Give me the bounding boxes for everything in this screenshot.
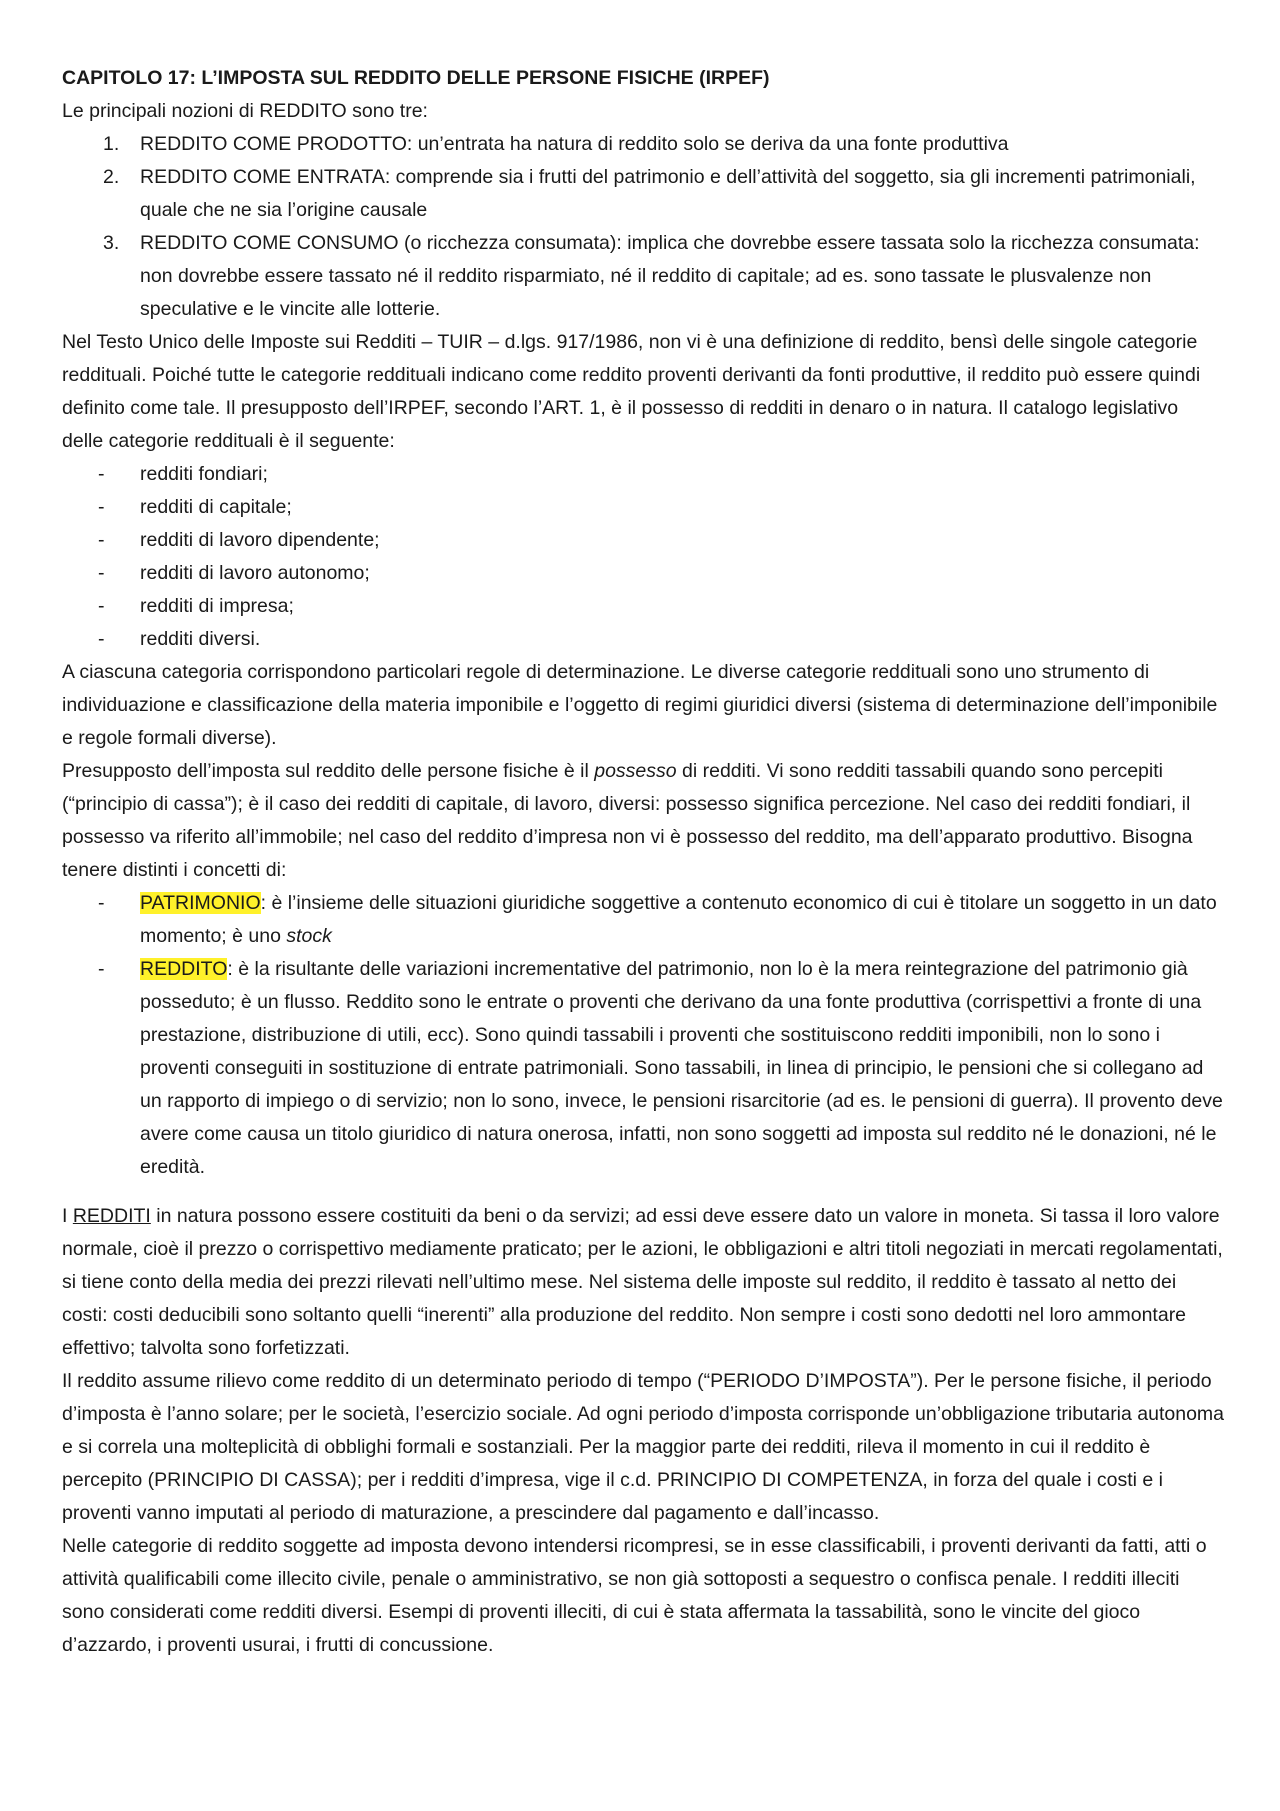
paragraph-gap xyxy=(62,1184,1224,1200)
notion-item xyxy=(62,128,1224,161)
notion-item xyxy=(62,227,1224,326)
presupposto-text-start: Presupposto dell’imposta sul reddito delle persone fisiche è il xyxy=(62,760,595,782)
category-item xyxy=(62,623,1224,656)
presupposto-paragraph xyxy=(62,755,1224,887)
notion-text: REDDITO COME CONSUMO (o ricchezza consumata): implica che dovrebbe essere tassata solo la ricchezza consumata: non dovrebbe essere tassato né il reddito risparmiato, né il reddito di capitale; ad es. sono tassate le plusvalenze non speculative e le vincite alle lotterie. xyxy=(140,232,1200,320)
natura-text-start: I xyxy=(62,1205,73,1227)
reddito-highlight: REDDITO xyxy=(140,958,228,980)
illeciti-paragraph: Nelle categorie di reddito soggette ad imposta devono intendersi ricompresi, se in esse classificabili, i proventi derivanti da fatti, atti o attività qualificabili come illecito civile, penale o amministrativo, se non già sottoposti a sequestro o confisca penale. I redditi illeciti sono considerati come redditi diversi. Esempi di proventi illeciti, di cui è stata affermata la tassabilità, sono le vincite del gioco d’azzardo, i proventi usurai, i frutti di concussione. xyxy=(62,1535,1207,1656)
category-text: redditi fondiari; xyxy=(140,463,268,485)
category-text: redditi di capitale; xyxy=(140,496,292,518)
notion-item xyxy=(62,161,1224,227)
category-text: redditi diversi. xyxy=(140,628,261,650)
categories-list xyxy=(62,458,1224,656)
list-dash: - xyxy=(98,958,105,980)
concept-reddito xyxy=(62,953,1224,1184)
concept-patrimonio xyxy=(62,887,1224,953)
category-text: redditi di lavoro dipendente; xyxy=(140,529,380,551)
possesso-italic: possesso xyxy=(594,760,677,782)
notions-list xyxy=(62,128,1224,326)
presupposto-text-end: di redditi. Vi sono redditi tassabili quando sono percepiti (“principio di cassa”); è il caso dei redditi di capitale, di lavoro, diversi: possesso significa percezione. Nel caso dei redditi fondiari, il possesso va riferito all’immobile; nel caso del reddito d’impresa non vi è possesso del reddito, ma dell’apparato produttivo. Bisogna tenere distinti i concetti di: xyxy=(62,760,1193,881)
category-item xyxy=(62,590,1224,623)
category-item xyxy=(62,491,1224,524)
list-dash: - xyxy=(98,463,105,485)
list-dash: - xyxy=(98,496,105,518)
notion-text: REDDITO COME ENTRATA: comprende sia i frutti del patrimonio e dell’attività del soggetto, sia gli incrementi patrimoniali, quale che ne sia l’origine causale xyxy=(140,166,1196,221)
notion-text: REDDITO COME PRODOTTO: un’entrata ha natura di reddito solo se deriva da una fonte produttiva xyxy=(140,133,1009,155)
stock-italic: stock xyxy=(286,925,332,947)
category-text: redditi di lavoro autonomo; xyxy=(140,562,370,584)
chapter-title: CAPITOLO 17: L’IMPOSTA SUL REDDITO DELLE PERSONE FISICHE (IRPEF) xyxy=(62,67,770,89)
list-dash: - xyxy=(98,595,105,617)
patrimonio-text: : è l’insieme delle situazioni giuridiche soggettive a contenuto economico di cui è titolare un soggetto in un dato momento; è uno xyxy=(140,892,1217,947)
category-item xyxy=(62,557,1224,590)
category-item xyxy=(62,458,1224,491)
natura-text-end: in natura possono essere costituiti da beni o da servizi; ad essi deve essere dato un valore in moneta. Si tassa il loro valore normale, cioè il prezzo o corrispettivo mediamente praticato; per le azioni, le obbligazioni e altri titoli negoziati in mercati regolamentati, si tiene conto della media dei prezzi rilevati nell’ultimo mese. Nel sistema delle imposte sul reddito, il reddito è tassato al netto dei costi: costi deducibili sono soltanto quelli “inerenti” alla produzione del reddito. Non sempre i costi sono dedotti nel loro ammontare effettivo; talvolta sono forfetizzati. xyxy=(62,1205,1223,1359)
reddito-text: : è la risultante delle variazioni incrementative del patrimonio, non lo è la mera reintegrazione del patrimonio già posseduto; è un flusso. Reddito sono le entrate o proventi che derivano da una fonte produttiva (corrispettivi a fronte di una prestazione, distribuzione di utili, ecc). Sono quindi tassabili i proventi che sostituiscono redditi imponibili, non lo sono i proventi conseguiti in sostituzione di entrate patrimoniali. Sono tassabili, in linea di principio, le pensioni che si collegano ad un rapporto di impiego o di servizio; non lo sono, invece, le pensioni risarcitorie (ad es. le pensioni di guerra). Il provento deve avere come causa un titolo giuridico di natura onerosa, infatti, non sono soggetti ad imposta sul reddito né le donazioni, né le eredità. xyxy=(140,958,1223,1178)
list-dash: - xyxy=(98,562,105,584)
list-dash: - xyxy=(98,628,105,650)
concepts-list xyxy=(62,887,1224,1184)
list-dash: - xyxy=(98,529,105,551)
list-dash: - xyxy=(98,892,105,914)
category-item xyxy=(62,524,1224,557)
category-text: redditi di impresa; xyxy=(140,595,294,617)
list-number: 2. xyxy=(103,166,120,188)
list-number: 1. xyxy=(103,133,120,155)
intro-paragraph: Le principali nozioni di REDDITO sono tre: xyxy=(62,100,428,122)
natura-paragraph xyxy=(62,1200,1224,1365)
rules-paragraph: A ciascuna categoria corrispondono particolari regole di determinazione. Le diverse categorie reddituali sono uno strumento di individuazione e classificazione della materia imponibile e l’oggetto di regimi giuridici diversi (sistema di determinazione dell’imponibile e regole formali diverse). xyxy=(62,661,1218,749)
periodo-paragraph: Il reddito assume rilievo come reddito di un determinato periodo di tempo (“PERIODO D’IMPOSTA”). Per le persone fisiche, il periodo d’imposta è l’anno solare; per le società, l’esercizio sociale. Ad ogni periodo d’imposta corrisponde un’obbligazione tributaria autonoma e si correla una molteplicità di obblighi formali e sostanziali. Per la maggior parte dei redditi, rileva il momento in cui il reddito è percepito (PRINCIPIO DI CASSA); per i redditi d’impresa, vige il c.d. PRINCIPIO DI COMPETENZA, in forza del quale i costi e i proventi vanno imputati al periodo di maturazione, a prescindere dal pagamento e dall’incasso. xyxy=(62,1370,1225,1524)
tuir-paragraph: Nel Testo Unico delle Imposte sui Redditi – TUIR – d.lgs. 917/1986, non vi è una definizione di reddito, bensì delle singole categorie reddituali. Poiché tutte le categorie reddituali indicano come reddito proventi derivanti da fonti produttive, il reddito può essere quindi definito come tale. Il presupposto dell’IRPEF, secondo l’ART. 1, è il possesso di redditi in denaro o in natura. Il catalogo legislativo delle categorie reddituali è il seguente: xyxy=(62,331,1201,452)
list-number: 3. xyxy=(103,232,120,254)
patrimonio-highlight: PATRIMONIO xyxy=(140,892,261,914)
redditi-underlined: REDDITI xyxy=(72,1205,151,1227)
